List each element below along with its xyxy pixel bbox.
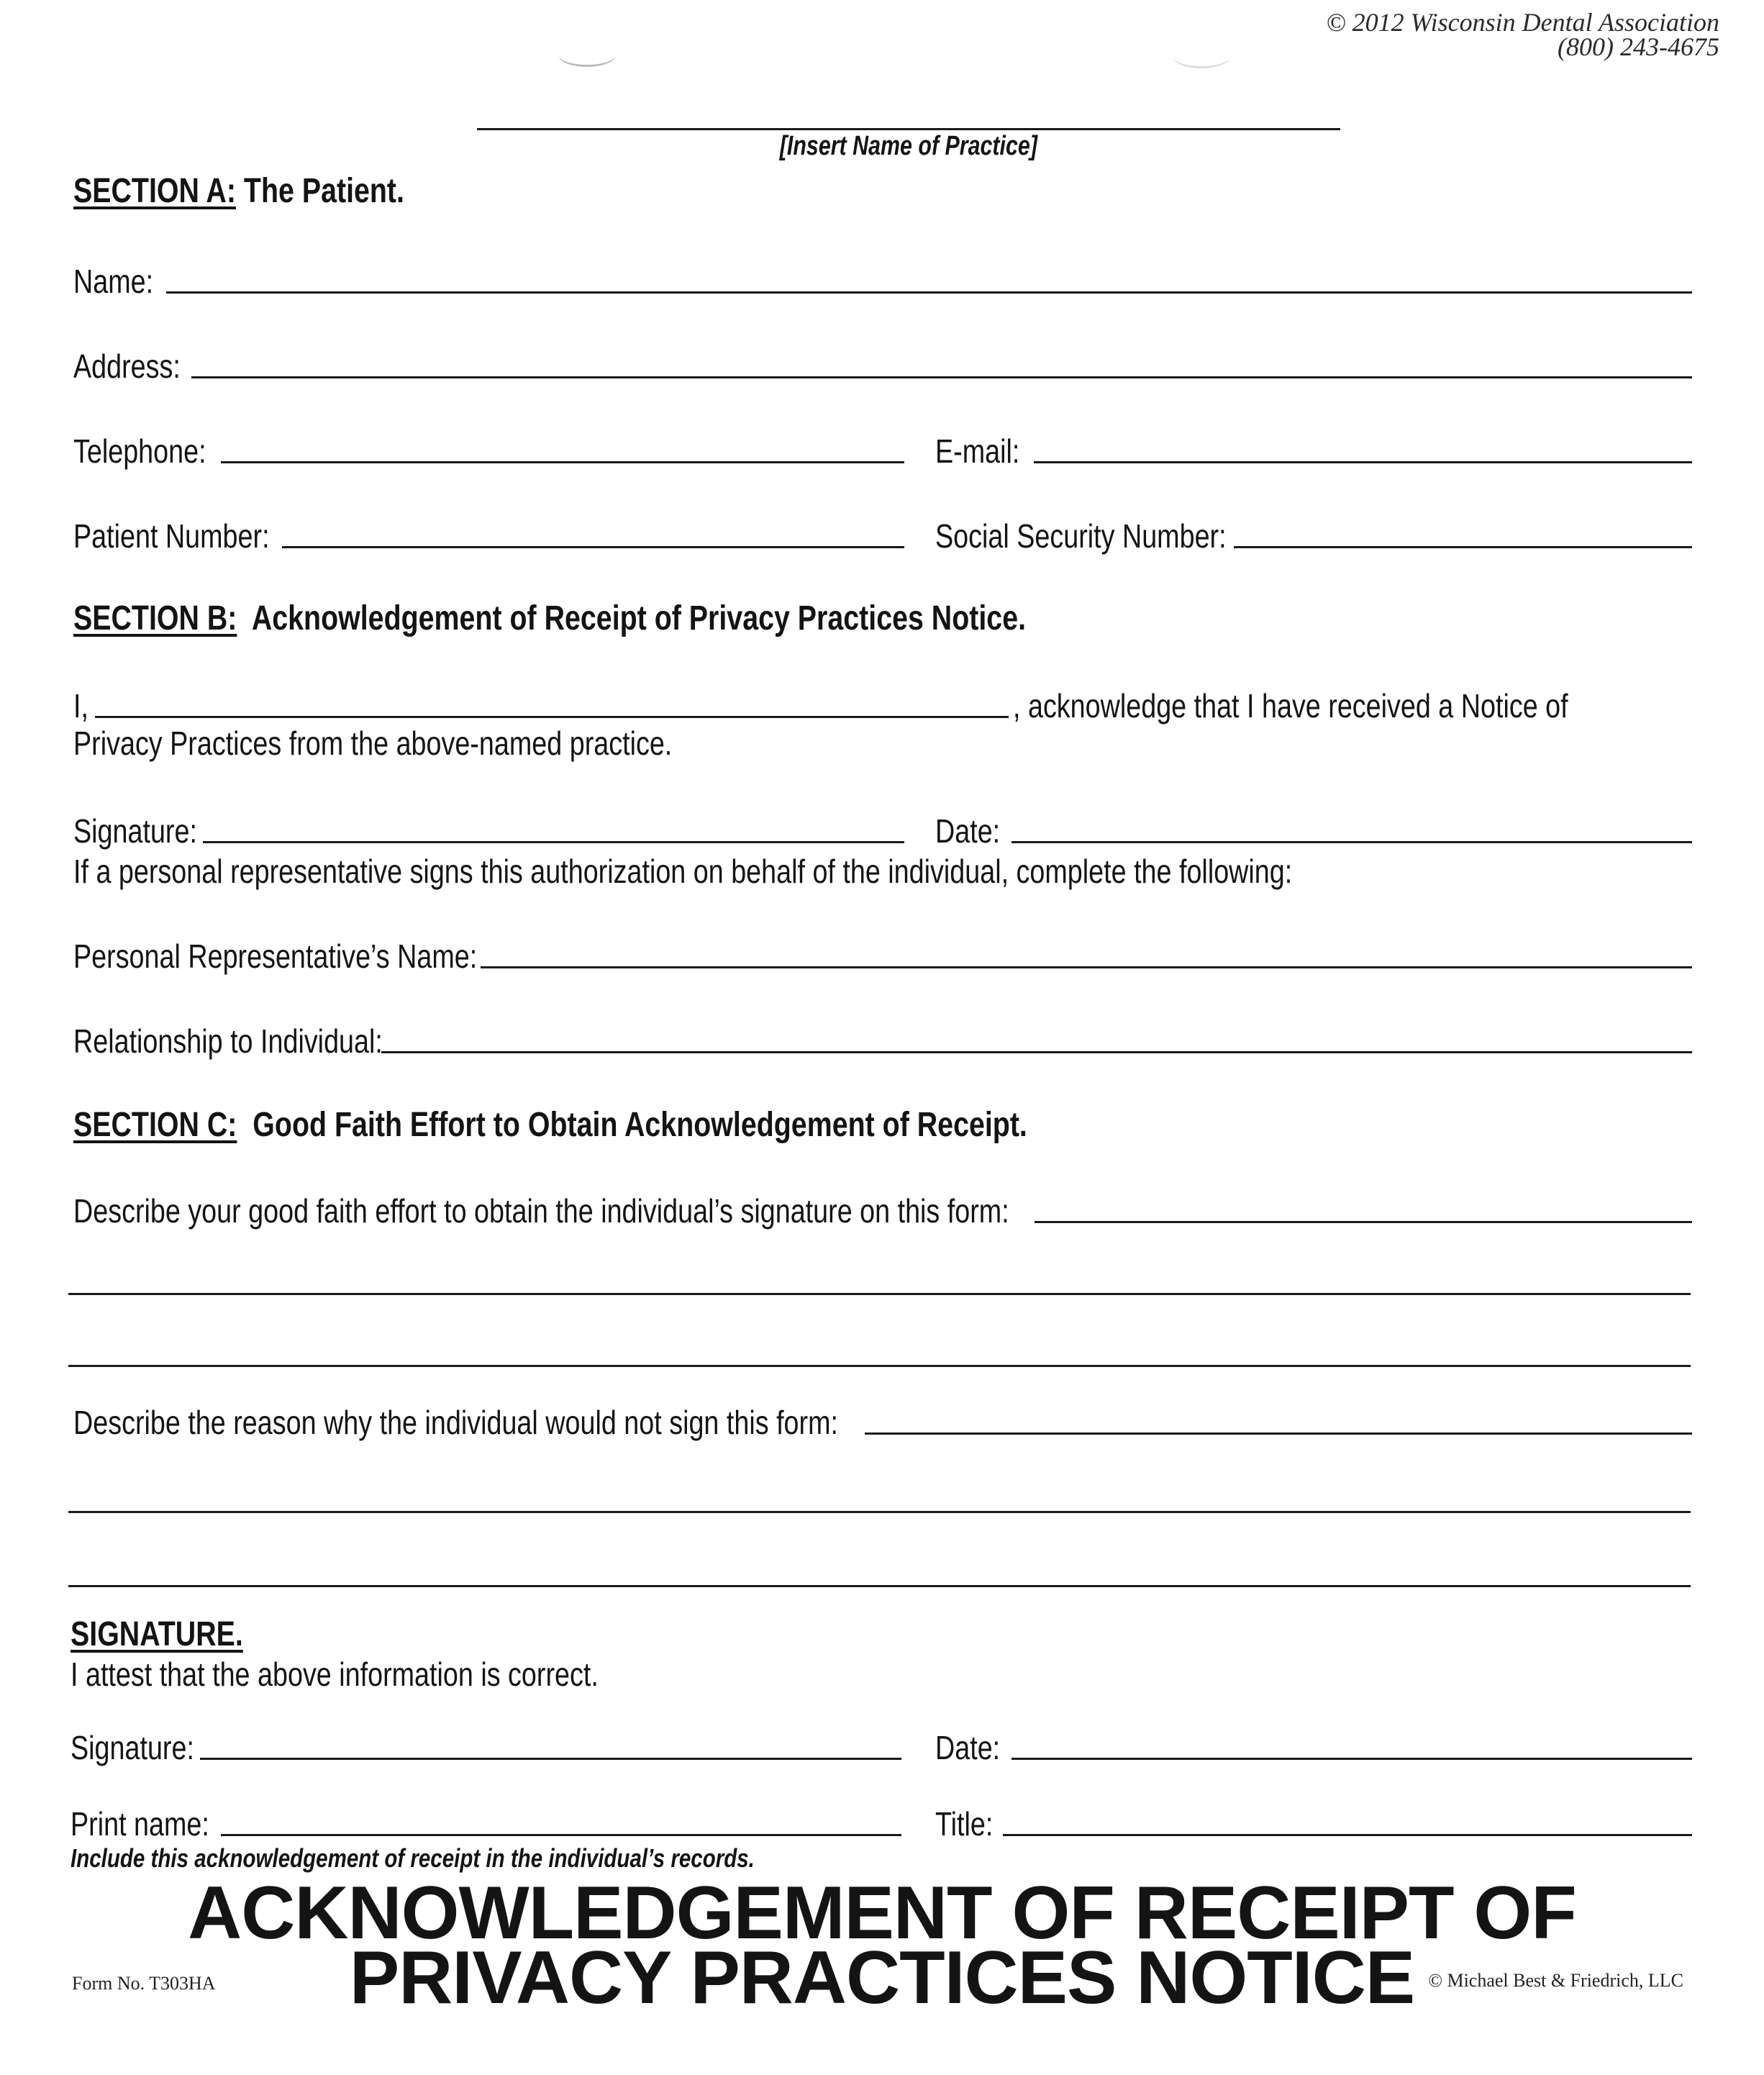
title-input-line[interactable] [1003,1834,1692,1836]
good-faith-effort-field[interactable] [73,1190,1692,1230]
email-label: E-mail: [935,432,1020,470]
representative-name-line[interactable] [481,966,1692,968]
section-b-signature-field[interactable] [73,810,904,850]
date-label: Date: [935,812,1001,850]
patient-number-field[interactable] [73,515,904,555]
copyright-notice [1326,10,1719,59]
acknowledgement-name-field[interactable] [73,685,1692,725]
i-label: I, [73,687,88,725]
good-faith-effort-label: Describe your good faith effort to obtain the individual’s signature on this form: [73,1192,1009,1230]
refusal-reason-line-2[interactable] [68,1511,1691,1513]
acknowledgement-text: , acknowledge that I have received a Notice of [1012,687,1568,725]
signature-label: Signature: [73,812,197,850]
refusal-reason-line-3[interactable] [68,1585,1691,1587]
representative-instruction: If a personal representative signs this authorization on behalf of the individual, complete the following: [73,853,1293,890]
good-faith-effort-line-3[interactable] [68,1365,1691,1367]
telephone-field[interactable] [73,430,904,471]
refusal-reason-label: Describe the reason why the individual would not sign this form: [73,1404,839,1441]
address-field[interactable] [73,345,1692,386]
form-title-line-2: PRIVACY PRACTICES NOTICE [349,1936,1415,2020]
acknowledgement-name-line[interactable] [95,716,1009,718]
address-label: Address: [73,348,181,385]
print-name-field[interactable] [71,1803,901,1843]
refusal-reason-field[interactable] [73,1402,1692,1442]
print-name-line[interactable] [221,1834,901,1836]
binder-hole-mark [1173,45,1230,68]
final-date-field[interactable] [935,1727,1692,1767]
print-name-label: Print name: [71,1805,209,1843]
practice-name-line[interactable] [477,128,1340,130]
form-title-line-1: ACKNOWLEDGEMENT OF RECEIPT OF [188,1871,1576,1955]
ssn-field[interactable] [935,515,1692,555]
title-label: Title: [935,1805,994,1843]
signature-input-line[interactable] [203,841,904,843]
good-faith-effort-line[interactable] [1035,1221,1692,1223]
final-signature-field[interactable] [71,1727,901,1767]
date-input-line[interactable] [1011,841,1692,843]
ssn-label: Social Security Number: [935,517,1227,555]
form-number: Form No. T303HA [72,1973,216,1994]
relationship-label: Relationship to Individual: [73,1022,383,1060]
copyright-text: © 2012 Wisconsin Dental Association [1326,8,1719,37]
signature-heading: SIGNATURE. [71,1615,243,1653]
patient-number-input-line[interactable] [282,546,904,548]
attestation-text: I attest that the above information is correct. [71,1656,599,1693]
address-input-line[interactable] [191,376,1692,378]
email-input-line[interactable] [1034,461,1692,463]
email-field[interactable] [935,430,1692,471]
name-label: Name: [73,263,154,300]
representative-name-label: Personal Representative’s Name: [73,937,478,975]
title-field[interactable] [935,1803,1692,1843]
relationship-input-line[interactable] [381,1051,1692,1053]
telephone-input-line[interactable] [221,461,904,463]
final-signature-line[interactable] [200,1758,901,1760]
binder-hole-mark [558,43,616,67]
good-faith-effort-line-2[interactable] [68,1293,1691,1295]
name-input-line[interactable] [166,291,1692,294]
telephone-label: Telephone: [73,432,206,470]
section-b-heading: SECTION B: Acknowledgement of Receipt of Privacy Practices Notice. [73,599,1027,637]
records-note: Include this acknowledgement of receipt in the individual’s records. [71,1843,755,1873]
practice-name-label: [Insert Name of Practice] [779,131,1038,161]
final-date-label: Date: [935,1729,1001,1766]
representative-name-field[interactable] [73,935,1692,976]
law-firm-copyright: © Michael Best & Friedrich, LLC [1428,1970,1683,1991]
section-a-heading: SECTION A: The Patient. [73,172,404,210]
phone-number: (800) 243-4675 [1558,32,1719,61]
section-c-heading: SECTION C: Good Faith Effort to Obtain Acknowledgement of Receipt. [73,1106,1027,1144]
ssn-input-line[interactable] [1234,546,1692,548]
acknowledgement-text-continued: Privacy Practices from the above-named practice. [73,725,673,762]
refusal-reason-line[interactable] [865,1432,1692,1435]
final-signature-label: Signature: [71,1729,194,1766]
section-b-date-field[interactable] [935,810,1692,850]
relationship-field[interactable] [73,1020,1692,1061]
final-date-line[interactable] [1011,1758,1692,1760]
name-field[interactable] [73,260,1692,301]
patient-number-label: Patient Number: [73,517,270,555]
